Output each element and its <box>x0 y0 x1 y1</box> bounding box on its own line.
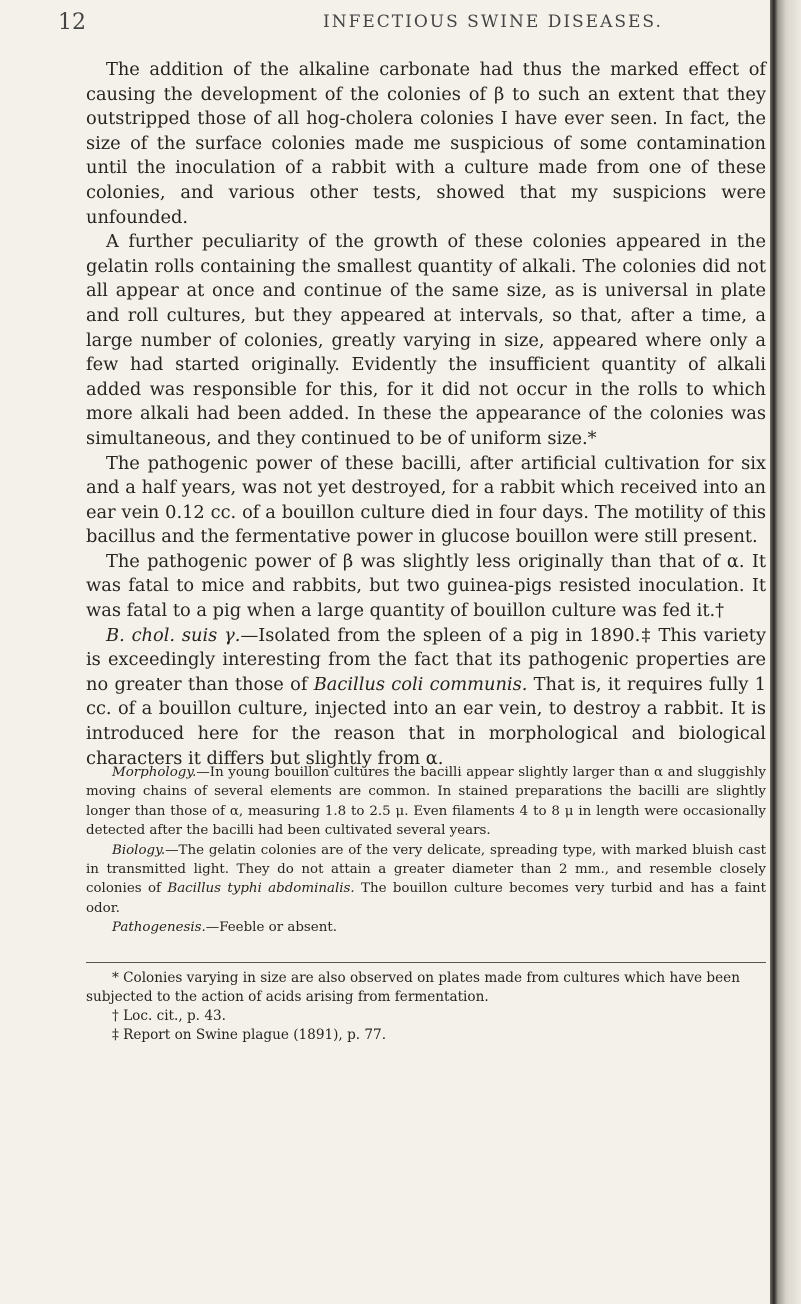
paragraph-3: The pathogenic power of these bacilli, after artificial cultivation for six and a half years, was not yet destroyed, for a rabbit which received into an ear vein 0.12 cc. of a bouillon culture died in four days. The motility of this bacillus and the fermentative power in glucose bouillon were still present. <box>86 452 766 548</box>
page-header <box>58 10 758 36</box>
running-title: INFECTIOUS SWINE DISEASES. <box>323 12 663 32</box>
biology-species: Bacillus typhi abdominalis. <box>167 881 355 897</box>
paragraph-4: The pathogenic power of β was slightly less originally than that of α. It was fatal to mice and rabbits, but two guinea-pigs resisted inoculation. It was fatal to a pig when a large quantity of bouillon culture was fed it.† <box>86 550 766 622</box>
biology-label: Biology. <box>112 842 166 858</box>
paragraph-5-text: —Isolated from the spleen of a pig in 1890.‡ This variety is exceedingly interesting from the fact that its pathogenic properties are no greater than those of <box>86 624 766 695</box>
variety-heading: B. chol. suis γ. <box>106 624 241 646</box>
paragraph-1: The addition of the alkaline carbonate had thus the marked effect of causing the development of the colonies of β to such an extent that they outstripped those of all hog-cholera colonies I have ever seen. In fact, the size of the surface colonies made me suspicious of some contamination until the inoculation of a rabbit with a culture made from one of these colonies, and various other tests, showed that my suspicions were unfounded. <box>86 59 766 228</box>
main-text <box>86 58 766 771</box>
biology-paragraph <box>86 841 766 919</box>
morphology-text: —In young bouillon cultures the bacilli appear slightly larger than α and sluggishly moving chains of several elements are common. In stained preparations the bacilli are slightly longer than those of α, measuring 1.8 to 2.5 μ. Even filaments 4 to 8 μ in length were occasionally detected after the bacilli had been cultivated several years. <box>86 765 766 839</box>
page-edge-shadow <box>770 0 801 1304</box>
footnote-3: ‡ Report on Swine plague (1891), p. 77. <box>112 1027 387 1043</box>
paragraph-2: A further peculiarity of the growth of these colonies appeared in the gelatin rolls containing the smallest quantity of alkali. The colonies did not all appear at once and continue of the same size, as is universal in plate and roll cultures, but they appeared at intervals, so that, after a time, a large number of colonies, greatly varying in size, appeared where only a few had started originally. Evidently the insufficient quantity of alkali added was responsible for this, for it did not occur in the rolls to which more alkali had been added. In these the appearance of the colonies was simultaneous, and they continued to be of uniform size.* <box>86 231 766 449</box>
pathogenesis-paragraph <box>86 918 766 937</box>
page-number: 12 <box>58 10 86 35</box>
paragraph-5-end: That is, it requires fully 1 cc. of a bouillon culture, injected into an ear vein, to destroy a rabbit. It is introduced here for the reason that in morphological and biological characters it differs but slightly from α. <box>86 673 766 769</box>
pathogenesis-label: Pathogenesis. <box>112 920 206 936</box>
footnote-2: † Loc. cit., p. 43. <box>112 1008 226 1024</box>
species-name: Bacillus coli communis. <box>313 673 528 695</box>
footnote-1: * Colonies varying in size are also observed on plates made from cultures which have been subjected to the action of acids arising from fermentation. <box>86 970 740 1005</box>
footnote-rule <box>86 962 766 963</box>
biology-text: —The gelatin colonies are of the very delicate, spreading type, with marked bluish cast in transmitted light. They do not attain a greater diameter than 2 mm., and resemble closely colonies of <box>86 842 766 897</box>
pathogenesis-text: —Feeble or absent. <box>205 920 337 936</box>
footnotes <box>86 969 766 1045</box>
details-section <box>86 763 766 938</box>
morphology-label: Morphology. <box>112 765 197 780</box>
paragraph-5 <box>86 624 766 772</box>
morphology-paragraph <box>86 763 766 841</box>
biology-text-end: The bouillon culture becomes very turbid and has a faint odor. <box>86 881 767 916</box>
